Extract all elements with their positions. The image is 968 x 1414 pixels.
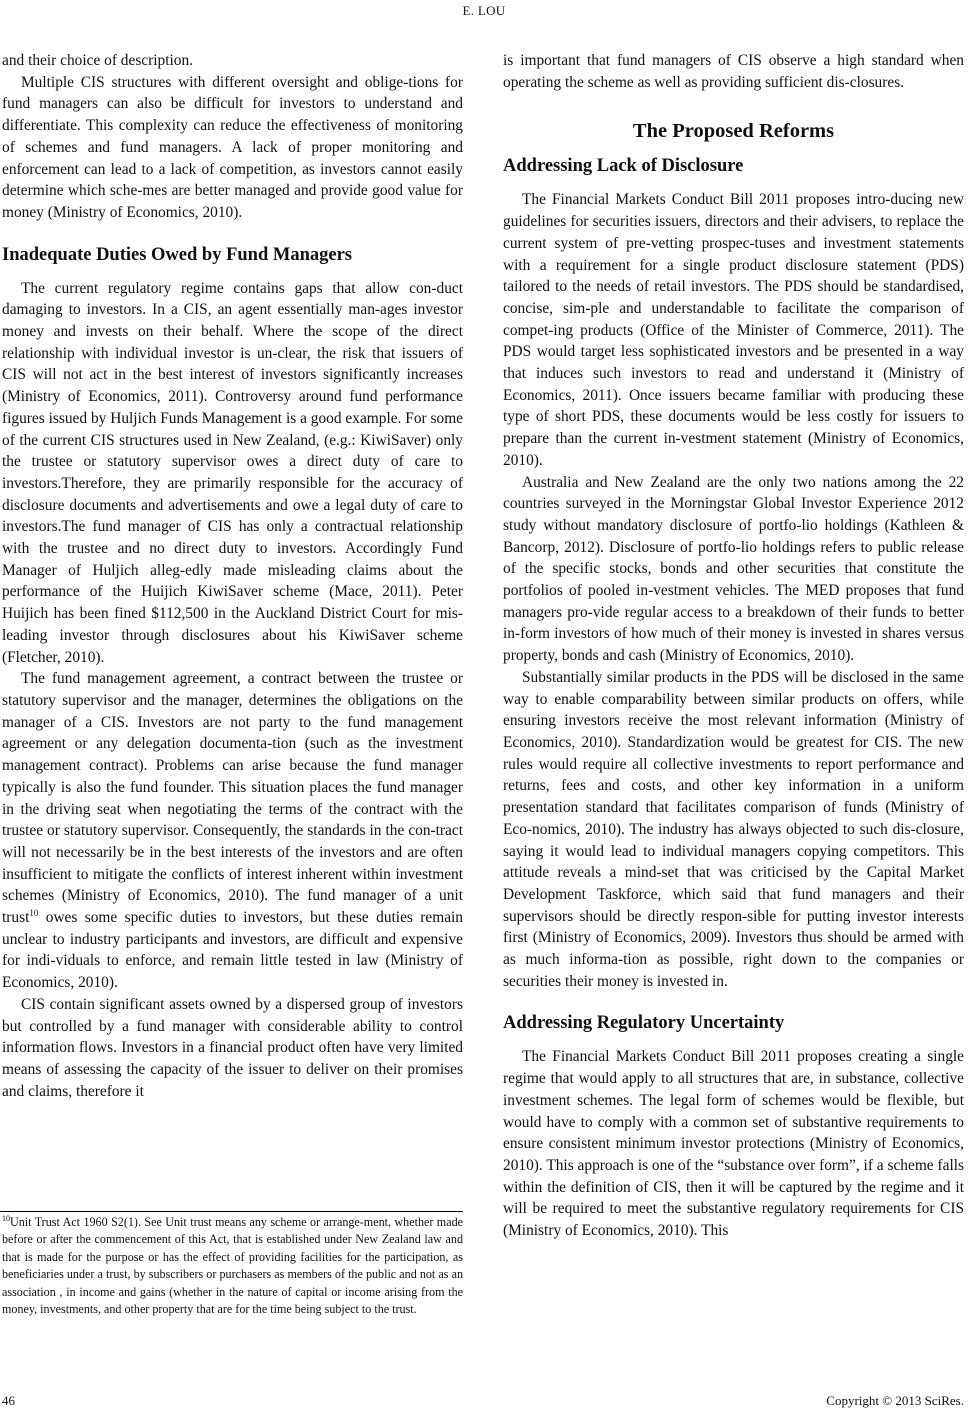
paragraph xyxy=(2,668,463,994)
paragraph: The Financial Markets Conduct Bill 2011 proposes intro-ducing new guidelines for securities issuers, directors and their advisers, to replace the current system of pre-vetting prospec-tuses and investment statements with a requirement for a single product disclosure statement (PDS) tailored to the needs of retail investors. The PDS should be standardised, concise, sim-ple and understandable to facilitate the comparison of compet-ing products (Office of the Minister of Commerce, 2011). The PDS would target less sophisticated investors and be presented in a way that induces such investors to read and understand it (Ministry of Economics, 2011). Once issuers became familiar with producing these type of short PDS, these documents would be less costly for issuers to prepare than the current in-vestment statement (Ministry of Economics, 2010). xyxy=(503,191,964,469)
subsection-heading-regulatory: Addressing Regulatory Uncertainty xyxy=(503,1013,785,1034)
running-header: E. LOU xyxy=(462,3,506,18)
paragraph: Substantially similar products in the PDS will be disclosed in the same way to enable comparability between similar products on offers, while ensuring investors receive the most relevant information (Ministry of Economics, 2010). Standardization would be greatest for CIS. The new rules would require all collective investments to report performance and returns, fees and costs, and other key information in a uniform presentation standard that facilitates comparison of funds (Ministry of Eco-nomics, 2010). The industry has always objected to such dis-closure, saying it would lead to individual managers copying competitors. This attitude reveals a mind-set that was criticised by the Capital Market Development Taskforce, which said that fund managers and their supervisors should be directly respon-sible for putting investor interests first (Ministry of Economics, 2009). Investors thus should be armed with as much informa-tion as possible, right down to the companies or securities their money is invested in. xyxy=(503,668,964,990)
paragraph: Multiple CIS structures with different oversight and oblige-tions for fund managers can also be difficult for investors to understand and differentiate. This complexity can reduce the effectiveness of monitoring of schemes and fund managers. A lack of proper monitoring and enforcement can lead to a lack of competition, as investors cannot easily determine which sche-mes are better managed and provide good value for money (Ministry of Economics, 2010). xyxy=(2,73,463,221)
paragraph: CIS contain significant assets owned by a dispersed group of investors but controlled by a fund manager with considerable ability to control information flows. Investors in a financial product often have very limited means of assessing the capacity of the issuer to deliver on their promises and claims, therefore it xyxy=(2,995,463,1100)
left-column xyxy=(2,50,463,1102)
footnote-text: Unit Trust Act 1960 S2(1). See Unit trust means any scheme or arrange-ment, whether made before or after the commencement of this Act, that is established under New Zealand law and that is made for the purpose or has the effect of providing facilities for the participation, as beneficiaries under a trust, by subscribers or purchasers as members of the public and not as an association , in income and gains (whether in the nature of capital or income arising from the money, investments, and other property that are for the time being subject to the trust. xyxy=(2,1215,463,1317)
page-number: 46 xyxy=(2,1393,15,1408)
paragraph: and their choice of description. xyxy=(2,52,194,69)
paragraph-text: owes some specific duties to investors, but these duties remain unclear to industry participants and investors, are difficult and expensive for indi-viduals to enforce, and remain little tested in law (Ministry of Economics, 2010). xyxy=(2,909,463,992)
section-heading-reforms: The Proposed Reforms xyxy=(632,120,835,143)
paragraph: The current regulatory regime contains gaps that allow con-duct damaging to investors. In a CIS, an agent essentially man-ages investor money and invests on their behalf. Where the scope of the direct relationship with individual investor is un-clear, the risk that issuers of CIS will not act in the best interest of investors significantly increases (Ministry of Economics, 2011). Controversy around fund performance figures issued by Huljich Funds Management is a good example. For some of the current CIS structures used in New Zealand, (e.g.: KiwiSaver) only the trustee or statutory supervisor owes a direct duty of care to investors.Therefore, they are primarily responsible for the accuracy of disclosure documents and advertisements and owe a legal duty of care to investors.The fund manager of CIS has only a contractual relationship with the trustee and no direct duty to investors. Accordingly Fund Manager of Huljich alleg-edly made misleading claims about the performance of the Huijich KiwiSaver scheme (Mace, 2011). Peter Huijich has been fined $112,500 in the Auckland District Court for mis-leading investor through disclosures about his KiwiSaver scheme (Fletcher, 2010). xyxy=(2,279,463,666)
footnote-marker: 10 xyxy=(2,1213,10,1223)
footnote xyxy=(2,1214,463,1318)
paragraph-text: The fund management agreement, a contract between the trustee or statutory supervisor and the manager, determines the obligations on the manager of a CIS. Investors are not party to the fund management agreement or any delegation documenta-tion (such as the investment management contract). Problems can arise because the fund manager typically is also the fund founder. This situation places the fund manager in the driving seat when negotiating the terms of the contract with the trustee or statutory supervisor. Consequently, the standards in the con-tract will not necessarily be in the best interests of the investors and are often insufficient to mitigate the conflicts of interest inherent within investment schemes (Ministry of Economics, 2010). The fund manager of a unit trust xyxy=(2,670,463,927)
paragraph: Australia and New Zealand are the only two nations among the 22 countries surveyed in the Morningstar Global Investor Experience 2012 study without mandatory disclosure of portfo-lio holdings (Kathleen & Bancorp, 2012). Disclosure of portfo-lio holdings refers to public release of the specific stocks, bonds and other securities that constitute the portfolios of pooled in-vestment vehicles. The MED proposes that fund managers pro-vide regular access to a breakdown of their funds to better in-form investors of how much of their money is invested in shares versus property, bonds and cash (Ministry of Economics, 2010). xyxy=(503,473,964,665)
copyright-notice: Copyright © 2013 SciRes. xyxy=(826,1393,964,1408)
subsection-heading-disclosure: Addressing Lack of Disclosure xyxy=(503,156,744,177)
right-column xyxy=(503,50,964,1242)
footnote-reference[interactable]: 10 xyxy=(29,907,39,918)
section-heading-duties: Inadequate Duties Owed by Fund Managers xyxy=(2,244,353,265)
footnote-divider xyxy=(0,1211,463,1212)
paragraph: is important that fund managers of CIS observe a high standard when operating the scheme as well as providing sufficient dis-closures. xyxy=(503,52,964,91)
paragraph: The Financial Markets Conduct Bill 2011 proposes creating a single regime that would apply to all structures that are, in substance, collective investment schemes. The legal form of schemes would be flexible, but would have to comply with a common set of substantive requirements to ensure consistent minimum investor protections (Ministry of Economics, 2010). This approach is one of the “substance over form”, if a scheme falls within the definition of CIS, then it will be captured by the regime and it will be required to meet the substantive regulatory requirements for CIS (Ministry of Economics, 2010). This xyxy=(503,1048,964,1240)
